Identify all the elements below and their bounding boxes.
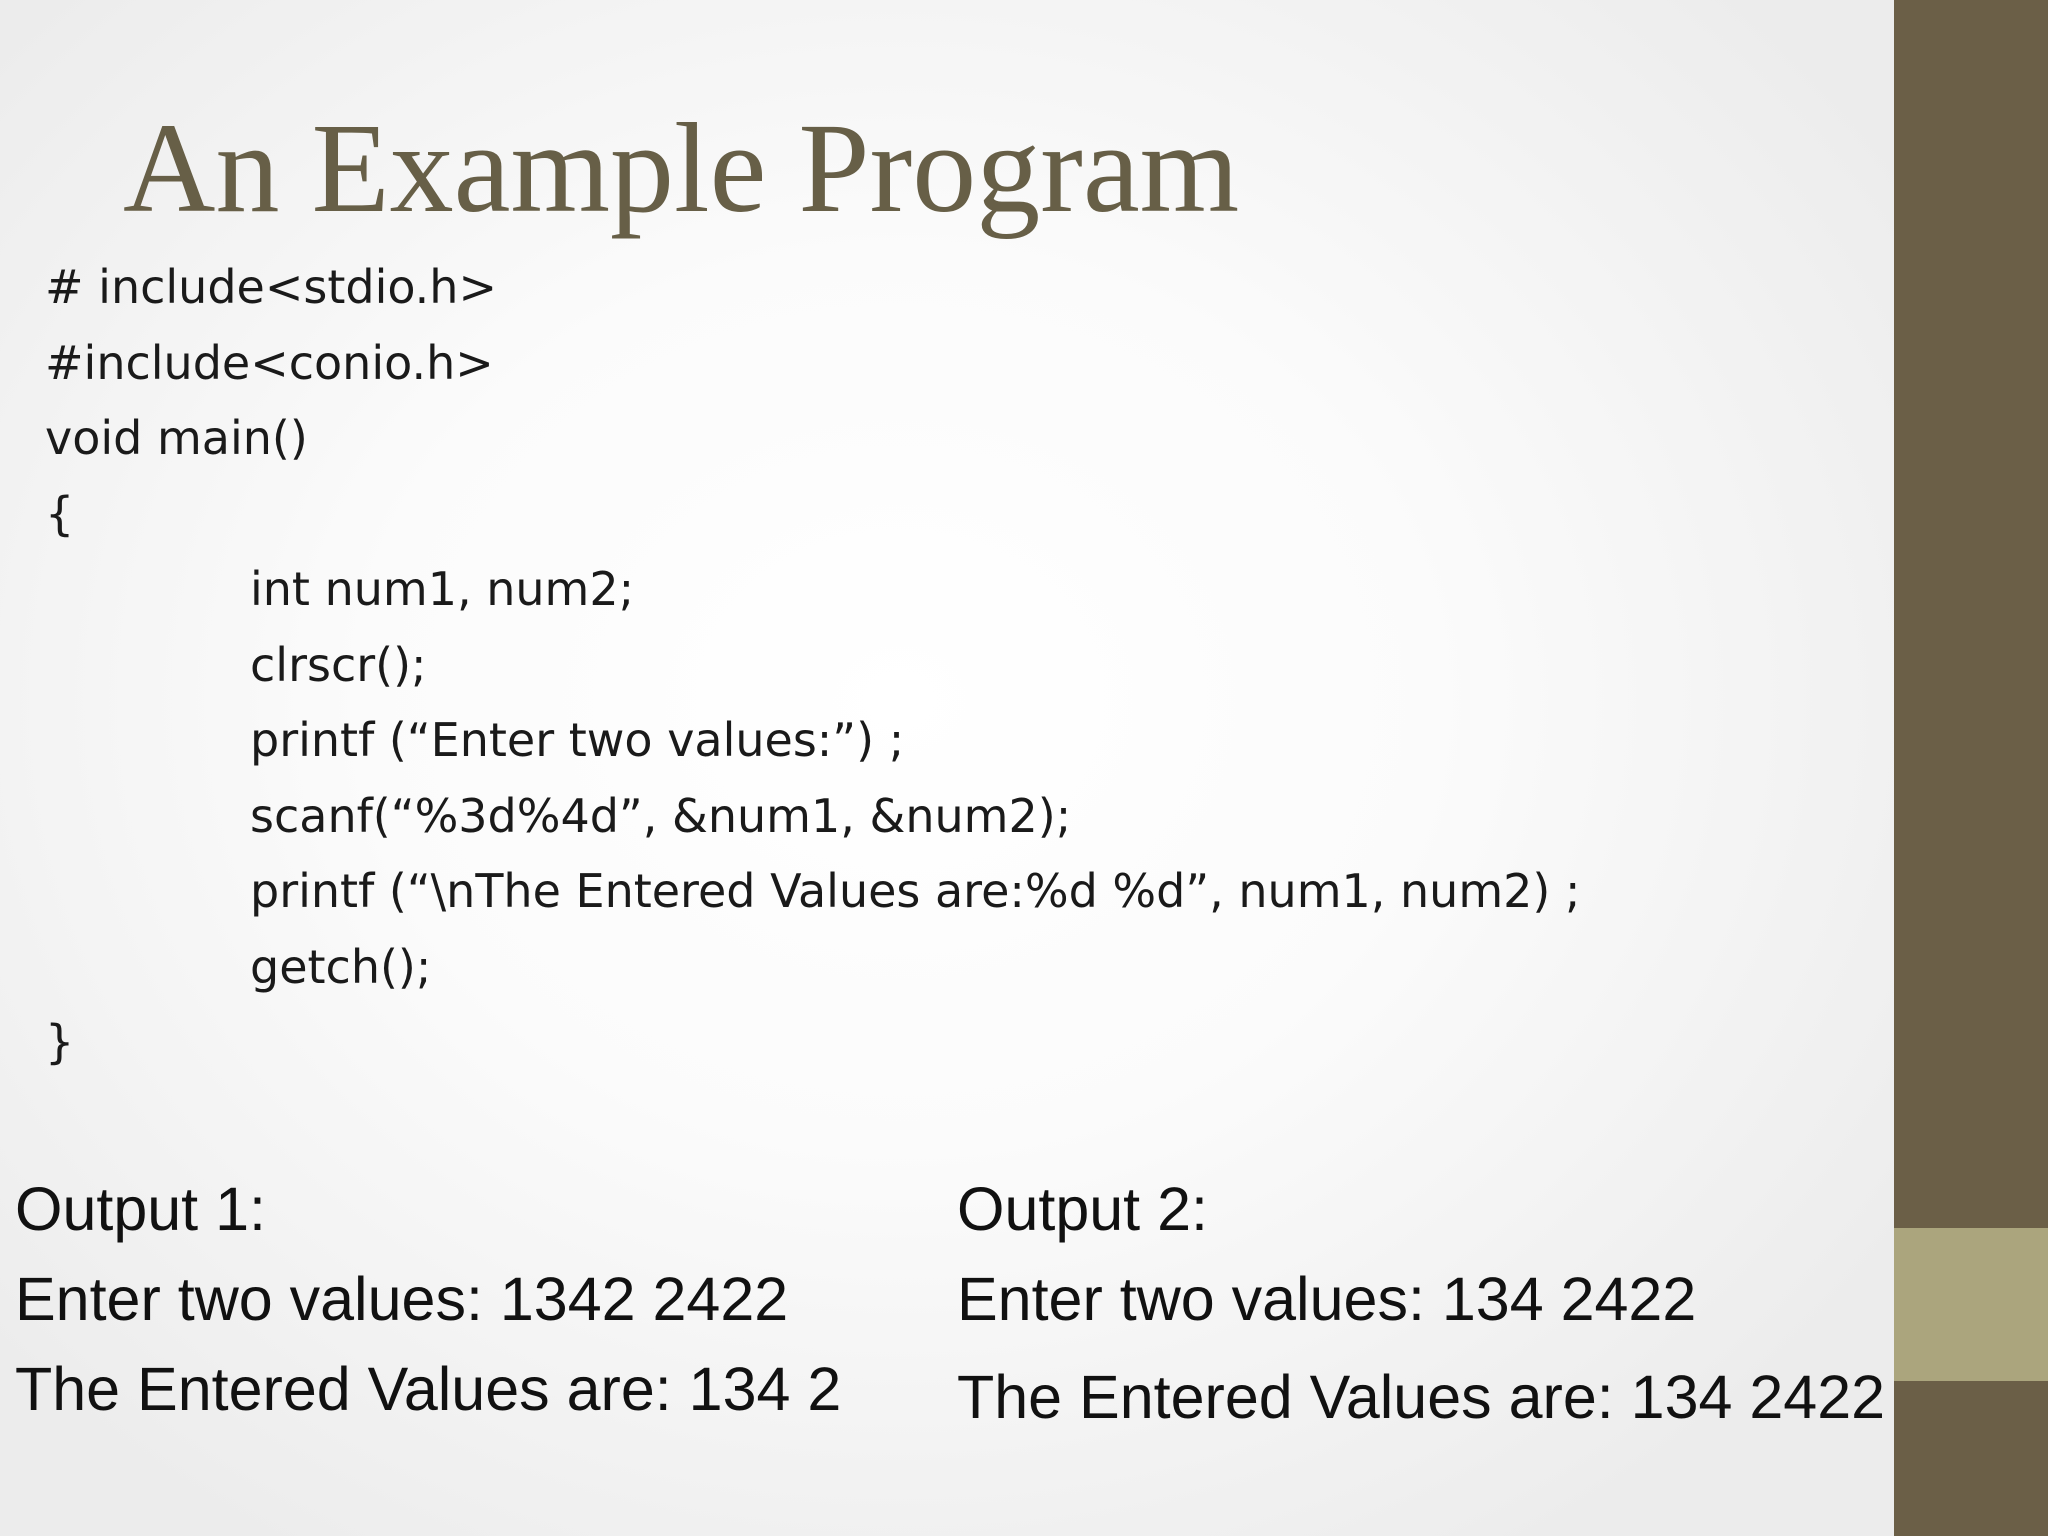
code-line: #include<conio.h> (45, 335, 494, 390)
output-2-input-line: Enter two values: 134 2422 (957, 1265, 1697, 1333)
output-1-result-line: The Entered Values are: 134 2 (15, 1355, 842, 1423)
code-line: printf (“Enter two values:”) ; (250, 713, 905, 767)
code-line: void main() (45, 411, 308, 465)
output-2-heading: Output 2: (957, 1175, 1208, 1243)
code-line: } (45, 1015, 75, 1069)
code-line: getch(); (250, 939, 432, 994)
output-1-heading: Output 1: (15, 1175, 266, 1243)
slide-title: An Example Program (123, 97, 1240, 239)
code-line: # include<stdio.h> (45, 260, 498, 314)
code-line: { (45, 486, 75, 541)
output-2-result-line: The Entered Values are: 134 2422 (957, 1363, 1886, 1431)
output-2-block (957, 1164, 1885, 1442)
side-accent-decoration (1894, 1228, 2048, 1381)
code-line: int num1, num2; (250, 562, 635, 616)
code-line: clrscr(); (250, 637, 427, 692)
output-1-block (15, 1164, 841, 1434)
code-line: printf (“\nThe Entered Values are:%d %d”, num1, num2) ; (250, 864, 1581, 918)
code-line: scanf(“%3d%4d”, &num1, &num2); (250, 788, 1072, 843)
code-listing (45, 250, 1580, 1081)
output-1-input-line: Enter two values: 1342 2422 (15, 1265, 789, 1333)
